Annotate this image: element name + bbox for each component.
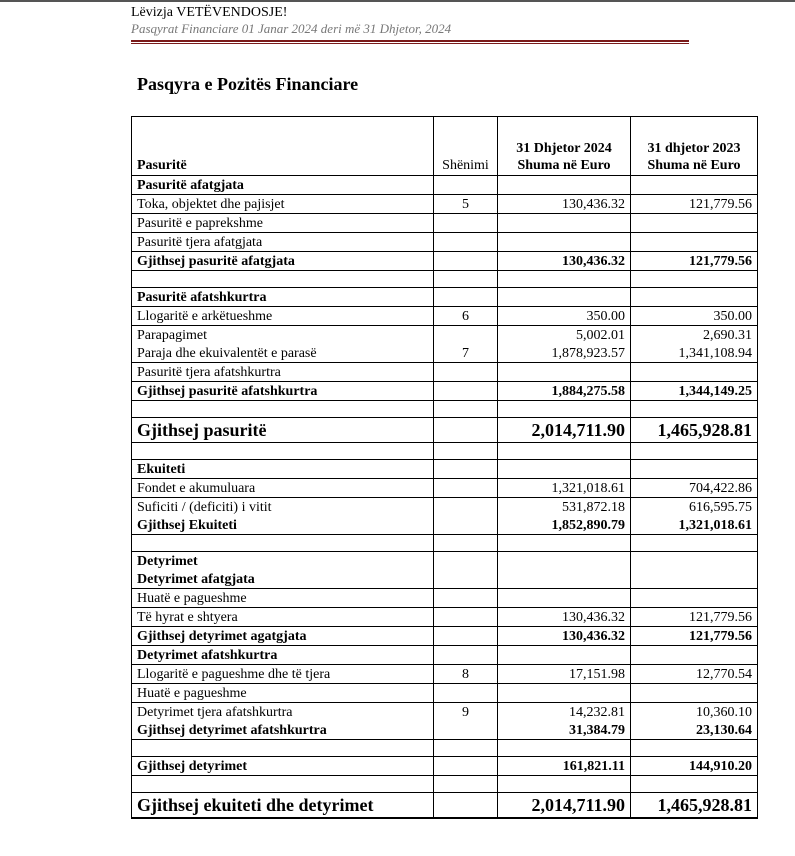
row-value-2024: 2,014,711.90 xyxy=(498,418,631,443)
table-header-row xyxy=(132,117,758,176)
financial-position-table xyxy=(131,116,758,819)
report-period: Pasqyrat Financiare 01 Janar 2024 deri më 31 Dhjetor, 2024 xyxy=(131,21,452,36)
row-value-2024 xyxy=(498,288,631,307)
row-value-2024 xyxy=(498,535,631,552)
row-value-2024: 531,872.18 xyxy=(498,498,631,517)
row-value-2023: 616,595.75 xyxy=(631,498,758,517)
row-value-2023: 121,779.56 xyxy=(631,627,758,646)
row-value-2023: 144,910.20 xyxy=(631,757,758,776)
row-note xyxy=(434,793,498,819)
row-note xyxy=(434,443,498,460)
row-value-2024: 5,002.01 xyxy=(498,326,631,345)
row-label: Llogaritë e arkëtueshme xyxy=(132,307,434,326)
table-row xyxy=(132,382,758,401)
table-row xyxy=(132,363,758,382)
row-value-2024: 17,151.98 xyxy=(498,665,631,684)
row-note xyxy=(434,326,498,345)
row-value-2023 xyxy=(631,176,758,195)
row-value-2024 xyxy=(498,684,631,703)
row-note xyxy=(434,608,498,627)
row-value-2023: 1,465,928.81 xyxy=(631,418,758,443)
row-value-2024: 31,384.79 xyxy=(498,721,631,740)
row-note xyxy=(434,418,498,443)
table-row xyxy=(132,176,758,195)
table-row xyxy=(132,326,758,345)
row-value-2024 xyxy=(498,460,631,479)
row-value-2023 xyxy=(631,535,758,552)
row-value-2024: 350.00 xyxy=(498,307,631,326)
row-note xyxy=(434,570,498,589)
organization-name: Lëvizja VETËVENDOSJE! xyxy=(131,5,288,20)
note-column-header: Shënimi xyxy=(434,117,498,176)
table-row xyxy=(132,288,758,307)
row-label: Parapagimet xyxy=(132,326,434,345)
row-label: Detyrimet afatgjata xyxy=(132,570,434,589)
row-note xyxy=(434,479,498,498)
table-row xyxy=(132,307,758,326)
row-label: Gjithsej pasuritë xyxy=(132,418,434,443)
table-row xyxy=(132,418,758,443)
row-value-2023 xyxy=(631,684,758,703)
row-value-2023: 704,422.86 xyxy=(631,479,758,498)
table-row xyxy=(132,721,758,740)
table-row xyxy=(132,460,758,479)
row-label: Gjithsej detyrimet xyxy=(132,757,434,776)
row-value-2024 xyxy=(498,233,631,252)
table-row xyxy=(132,214,758,233)
row-value-2023 xyxy=(631,646,758,665)
row-label: Fondet e akumuluara xyxy=(132,479,434,498)
row-value-2024: 130,436.32 xyxy=(498,195,631,214)
row-label: Paraja dhe ekuivalentët e parasë xyxy=(132,344,434,363)
row-note xyxy=(434,233,498,252)
row-note xyxy=(434,271,498,288)
row-value-2023: 121,779.56 xyxy=(631,252,758,271)
row-label: Ekuiteti xyxy=(132,460,434,479)
row-note xyxy=(434,589,498,608)
row-value-2024 xyxy=(498,776,631,793)
row-value-2023 xyxy=(631,214,758,233)
table-row xyxy=(132,479,758,498)
row-value-2024: 2,014,711.90 xyxy=(498,793,631,819)
table-row xyxy=(132,252,758,271)
row-label xyxy=(132,443,434,460)
row-value-2023: 121,779.56 xyxy=(631,608,758,627)
row-value-2023 xyxy=(631,460,758,479)
table-row xyxy=(132,516,758,535)
row-value-2024 xyxy=(498,363,631,382)
row-value-2024: 1,884,275.58 xyxy=(498,382,631,401)
row-label xyxy=(132,740,434,757)
table-row xyxy=(132,570,758,589)
row-value-2023 xyxy=(631,570,758,589)
column-2023-header: 31 dhjetor 2023 Shuma në Euro xyxy=(631,117,758,176)
spacer-row xyxy=(132,535,758,552)
row-label: Gjithsej pasuritë afatshkurtra xyxy=(132,382,434,401)
row-value-2024 xyxy=(498,271,631,288)
row-label: Pasuritë tjera afatshkurtra xyxy=(132,363,434,382)
row-value-2024: 1,878,923.57 xyxy=(498,344,631,363)
row-label: Gjithsej Ekuiteti xyxy=(132,516,434,535)
row-label: Detyrimet afatshkurtra xyxy=(132,646,434,665)
row-label: Pasuritë e paprekshme xyxy=(132,214,434,233)
row-label: Pasuritë tjera afatgjata xyxy=(132,233,434,252)
row-value-2023 xyxy=(631,401,758,418)
row-value-2023 xyxy=(631,233,758,252)
row-label: Të hyrat e shtyera xyxy=(132,608,434,627)
column-2024-header: 31 Dhjetor 2024 Shuma në Euro xyxy=(498,117,631,176)
row-value-2023: 23,130.64 xyxy=(631,721,758,740)
row-value-2023: 1,344,149.25 xyxy=(631,382,758,401)
row-label: Detyrimet tjera afatshkurtra xyxy=(132,703,434,722)
row-value-2024 xyxy=(498,740,631,757)
row-note: 9 xyxy=(434,703,498,722)
row-label xyxy=(132,401,434,418)
row-value-2023 xyxy=(631,776,758,793)
row-value-2023 xyxy=(631,271,758,288)
row-value-2024 xyxy=(498,552,631,571)
row-note xyxy=(434,776,498,793)
table-row xyxy=(132,646,758,665)
table-row xyxy=(132,665,758,684)
row-value-2024 xyxy=(498,443,631,460)
row-value-2024 xyxy=(498,176,631,195)
row-label: Huatë e pagueshme xyxy=(132,684,434,703)
row-value-2024: 1,852,890.79 xyxy=(498,516,631,535)
label-column-header: Pasuritë xyxy=(132,117,434,176)
table-row xyxy=(132,589,758,608)
row-note xyxy=(434,382,498,401)
row-value-2024: 1,321,018.61 xyxy=(498,479,631,498)
row-note xyxy=(434,646,498,665)
row-note xyxy=(434,627,498,646)
row-label xyxy=(132,535,434,552)
spacer-row xyxy=(132,401,758,418)
header-rule xyxy=(131,40,689,44)
row-value-2023 xyxy=(631,552,758,571)
row-value-2023: 1,465,928.81 xyxy=(631,793,758,819)
row-label: Toka, objektet dhe pajisjet xyxy=(132,195,434,214)
row-note xyxy=(434,252,498,271)
row-value-2024 xyxy=(498,646,631,665)
row-value-2023: 1,341,108.94 xyxy=(631,344,758,363)
row-note xyxy=(434,757,498,776)
statement-title: Pasqyra e Pozitës Financiare xyxy=(137,74,359,94)
row-label: Gjithsej pasuritë afatgjata xyxy=(132,252,434,271)
row-value-2024: 130,436.32 xyxy=(498,252,631,271)
row-note xyxy=(434,516,498,535)
row-label: Pasuritë afatshkurtra xyxy=(132,288,434,307)
table-row xyxy=(132,684,758,703)
row-note xyxy=(434,401,498,418)
row-note xyxy=(434,460,498,479)
row-label: Pasuritë afatgjata xyxy=(132,176,434,195)
row-label: Gjithsej detyrimet afatshkurtra xyxy=(132,721,434,740)
row-note: 6 xyxy=(434,307,498,326)
spacer-row xyxy=(132,443,758,460)
table-row xyxy=(132,793,758,819)
row-value-2024 xyxy=(498,214,631,233)
row-value-2023: 1,321,018.61 xyxy=(631,516,758,535)
row-label xyxy=(132,776,434,793)
row-label xyxy=(132,271,434,288)
row-value-2023: 121,779.56 xyxy=(631,195,758,214)
row-note xyxy=(434,214,498,233)
row-note xyxy=(434,498,498,517)
row-value-2024: 14,232.81 xyxy=(498,703,631,722)
row-value-2023: 10,360.10 xyxy=(631,703,758,722)
table-row xyxy=(132,608,758,627)
row-value-2023 xyxy=(631,288,758,307)
row-label: Gjithsej detyrimet agatgjata xyxy=(132,627,434,646)
table-row xyxy=(132,195,758,214)
row-value-2023: 12,770.54 xyxy=(631,665,758,684)
row-label: Huatë e pagueshme xyxy=(132,589,434,608)
table-row xyxy=(132,757,758,776)
spacer-row xyxy=(132,776,758,793)
row-value-2024: 161,821.11 xyxy=(498,757,631,776)
row-note xyxy=(434,535,498,552)
row-note xyxy=(434,721,498,740)
row-note xyxy=(434,740,498,757)
table-row xyxy=(132,233,758,252)
table-row xyxy=(132,344,758,363)
row-value-2023: 2,690.31 xyxy=(631,326,758,345)
row-value-2024 xyxy=(498,570,631,589)
spacer-row xyxy=(132,271,758,288)
row-value-2023: 350.00 xyxy=(631,307,758,326)
table-row xyxy=(132,703,758,722)
spacer-row xyxy=(132,740,758,757)
row-value-2023 xyxy=(631,589,758,608)
row-value-2023 xyxy=(631,443,758,460)
row-value-2023 xyxy=(631,740,758,757)
table-row xyxy=(132,498,758,517)
row-note: 8 xyxy=(434,665,498,684)
row-value-2024: 130,436.32 xyxy=(498,627,631,646)
row-label: Suficiti / (deficiti) i vitit xyxy=(132,498,434,517)
row-note xyxy=(434,363,498,382)
row-note xyxy=(434,176,498,195)
row-note: 7 xyxy=(434,344,498,363)
row-note xyxy=(434,288,498,307)
row-note xyxy=(434,552,498,571)
table-row xyxy=(132,552,758,571)
row-label: Llogaritë e pagueshme dhe të tjera xyxy=(132,665,434,684)
top-border xyxy=(0,0,795,2)
row-value-2024 xyxy=(498,589,631,608)
row-label: Gjithsej ekuiteti dhe detyrimet xyxy=(132,793,434,819)
row-note: 5 xyxy=(434,195,498,214)
row-value-2024: 130,436.32 xyxy=(498,608,631,627)
row-value-2024 xyxy=(498,401,631,418)
row-note xyxy=(434,684,498,703)
row-label: Detyrimet xyxy=(132,552,434,571)
row-value-2023 xyxy=(631,363,758,382)
table-row xyxy=(132,627,758,646)
